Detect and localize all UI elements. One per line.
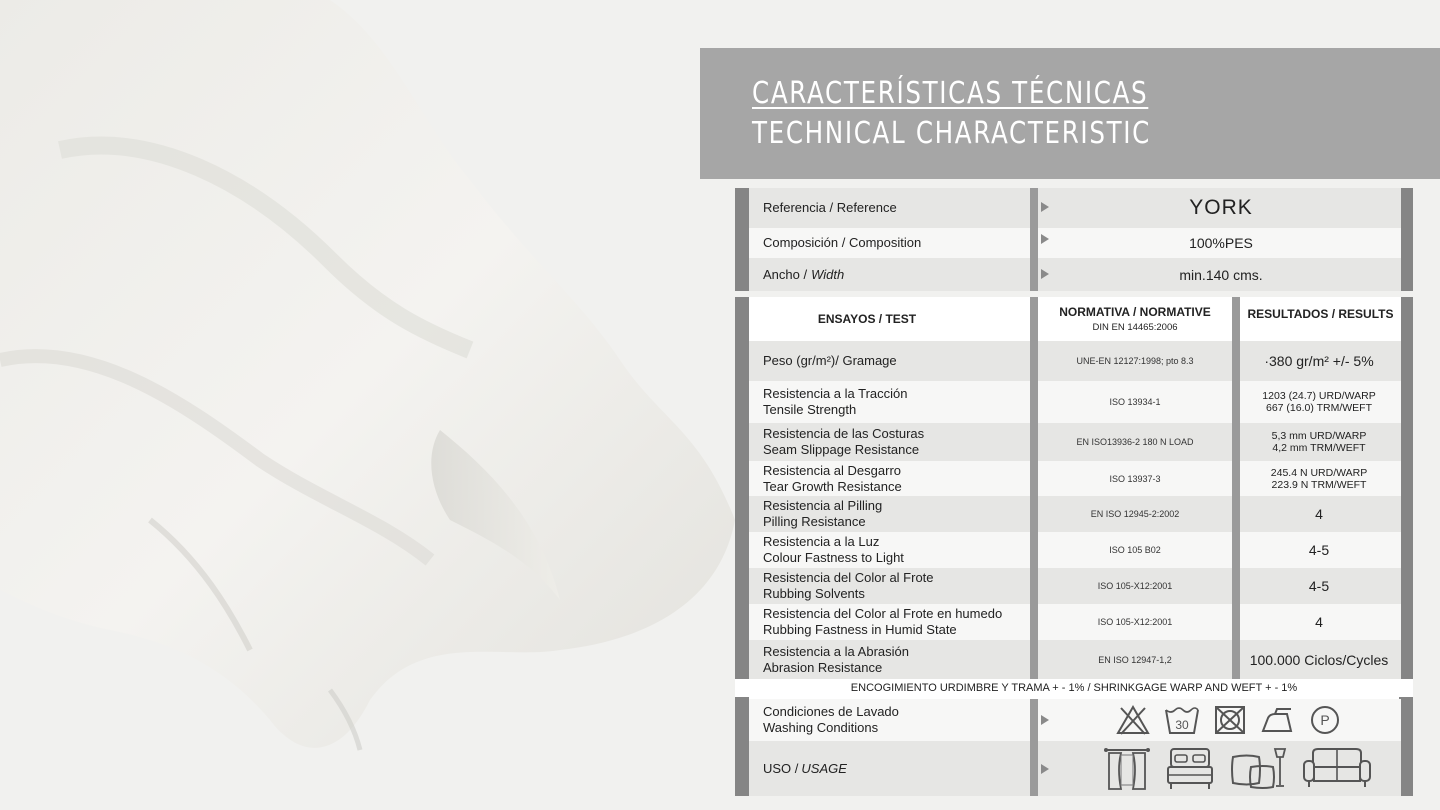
width-label-italic: Width bbox=[811, 266, 845, 282]
test-normative: ISO 105 B02 bbox=[1109, 545, 1161, 555]
column-divider bbox=[1030, 461, 1038, 496]
width-label-plain: Ancho / bbox=[763, 266, 808, 282]
no-tumble-dry-icon bbox=[1213, 704, 1247, 736]
left-bar bbox=[735, 297, 749, 796]
test-row-pilling bbox=[749, 496, 1401, 532]
test-result: 1203 (24.7) URD/WARP bbox=[1262, 390, 1376, 402]
dry-clean-letter: P bbox=[1320, 712, 1330, 728]
header-normative: NORMATIVA / NORMATIVE bbox=[1059, 305, 1211, 319]
sofa-icon bbox=[1301, 745, 1373, 791]
column-divider bbox=[1030, 699, 1038, 741]
header-test: ENSAYOS / TEST bbox=[817, 312, 917, 326]
test-normative: ISO 13937-3 bbox=[1109, 473, 1161, 484]
test-result: 4-5 bbox=[1308, 542, 1330, 558]
column-divider bbox=[1030, 341, 1038, 381]
test-label-en: Rubbing Solvents bbox=[763, 586, 865, 601]
test-result: 100.000 Ciclos/Cycles bbox=[1249, 651, 1389, 668]
test-result-2: 667 (16.0) TRM/WEFT bbox=[1266, 402, 1372, 414]
test-row-seam bbox=[749, 423, 1401, 461]
header-results: RESULTADOS / RESULTS bbox=[1247, 307, 1394, 321]
shrinkage-note: ENCOGIMIENTO URDIMBRE Y TRAMA + - 1% / SHRINKGAGE WARP AND WEFT + - 1% bbox=[735, 679, 1413, 697]
column-divider bbox=[1030, 258, 1038, 291]
test-row-tear bbox=[749, 461, 1401, 496]
test-label-es: Resistencia de las Costuras bbox=[763, 426, 925, 441]
composition-row bbox=[749, 228, 1401, 258]
test-normative: EN ISO13936-2 180 N LOAD bbox=[1076, 437, 1194, 447]
usage-label-plain: USO / bbox=[763, 760, 799, 776]
test-result-2: 223.9 N TRM/WEFT bbox=[1271, 478, 1367, 491]
test-label-es: Resistencia a la Tracción bbox=[763, 386, 908, 401]
test-label-en: Tear Growth Resistance bbox=[763, 478, 902, 494]
test-row-abrasion bbox=[749, 640, 1401, 679]
right-bar bbox=[1399, 188, 1413, 291]
column-divider bbox=[1030, 381, 1038, 423]
test-result: 4 bbox=[1315, 614, 1323, 630]
wash-temp-text: 30 bbox=[1175, 718, 1189, 732]
test-normative: UNE-EN 12127:1998; pto 8.3 bbox=[1076, 356, 1194, 366]
no-bleach-icon bbox=[1115, 704, 1151, 736]
test-label-es: Resistencia del Color al Frote bbox=[763, 570, 934, 585]
arrow-icon bbox=[1041, 715, 1049, 725]
test-row-humid-rubbing bbox=[749, 604, 1401, 640]
test-row-light bbox=[749, 532, 1401, 568]
test-label-es: Resistencia al Desgarro bbox=[763, 462, 902, 478]
cushions-lamp-icon bbox=[1229, 745, 1287, 791]
washing-label-es: Condiciones de Lavado bbox=[763, 704, 899, 719]
bed-icon bbox=[1165, 745, 1215, 791]
width-row bbox=[749, 258, 1401, 291]
column-divider bbox=[1030, 741, 1038, 796]
column-divider bbox=[1030, 228, 1038, 258]
test-normative: ISO 105-X12:2001 bbox=[1097, 617, 1173, 627]
washing-label-en: Washing Conditions bbox=[763, 720, 879, 735]
test-label-es: Resistencia al Pilling bbox=[763, 498, 883, 513]
column-divider bbox=[1030, 568, 1038, 604]
usage-icons bbox=[1103, 745, 1373, 791]
wash-30-icon bbox=[1163, 704, 1201, 736]
test-result-2: 4,2 mm TRM/WEFT bbox=[1272, 442, 1366, 454]
test-result: 4 bbox=[1315, 506, 1323, 522]
dry-clean-p-icon bbox=[1309, 704, 1341, 736]
test-result: ·380 gr/m² +/- 5% bbox=[1264, 353, 1374, 369]
test-normative: EN ISO 12945-2:2002 bbox=[1090, 509, 1180, 519]
column-divider bbox=[1030, 496, 1038, 532]
test-label-en: Tensile Strength bbox=[763, 402, 857, 417]
column-divider bbox=[1030, 604, 1038, 640]
reference-label: Referencia / Reference bbox=[763, 200, 897, 215]
washing-row bbox=[749, 699, 1401, 741]
washing-icons bbox=[1115, 704, 1341, 736]
reference-value: YORK bbox=[1189, 196, 1253, 219]
column-divider bbox=[1030, 297, 1038, 341]
right-bar bbox=[1399, 297, 1413, 796]
test-label-en: Pilling Resistance bbox=[763, 514, 866, 529]
test-label: Peso (gr/m²)/ Gramage bbox=[763, 353, 897, 368]
width-value: min.140 cms. bbox=[1179, 266, 1263, 283]
tests-header-row bbox=[749, 297, 1401, 341]
column-divider bbox=[1030, 423, 1038, 461]
usage-label-italic: USAGE bbox=[801, 760, 847, 776]
column-divider bbox=[1030, 188, 1038, 228]
test-label-en: Rubbing Fastness in Humid State bbox=[763, 622, 957, 637]
usage-label bbox=[763, 741, 1031, 796]
test-label-en: Seam Slippage Resistance bbox=[763, 442, 920, 457]
tests-panel bbox=[735, 297, 1413, 796]
test-label-en: Colour Fastness to Light bbox=[763, 550, 904, 565]
header-normative-sub: DIN EN 14465:2006 bbox=[1092, 322, 1178, 333]
test-label-en: Abrasion Resistance bbox=[763, 659, 883, 675]
composition-label: Composición / Composition bbox=[763, 235, 922, 250]
curtain-icon bbox=[1103, 745, 1151, 791]
test-normative: EN ISO 12947-1,2 bbox=[1098, 654, 1172, 665]
title-english: TECHNICAL CHARACTERISTIC bbox=[752, 116, 1151, 151]
test-row-rubbing bbox=[749, 568, 1401, 604]
width-label bbox=[763, 258, 1031, 291]
test-row-tensile bbox=[749, 381, 1401, 423]
test-normative: ISO 105-X12:2001 bbox=[1097, 581, 1173, 591]
test-normative: ISO 13934-1 bbox=[1109, 397, 1161, 407]
arrow-icon bbox=[1041, 764, 1049, 774]
column-divider bbox=[1030, 640, 1038, 679]
left-bar bbox=[735, 188, 749, 291]
test-row-weight bbox=[749, 341, 1401, 381]
title-spanish: CARACTERÍSTICAS TÉCNICAS bbox=[752, 76, 1149, 111]
usage-row bbox=[749, 741, 1401, 796]
iron-icon bbox=[1259, 704, 1297, 736]
reference-row bbox=[749, 188, 1401, 228]
test-result: 4-5 bbox=[1308, 578, 1330, 594]
title-band bbox=[700, 48, 1440, 179]
test-label-es: Resistencia a la Luz bbox=[763, 534, 880, 549]
composition-value: 100%PES bbox=[1189, 235, 1253, 251]
general-info-panel bbox=[735, 188, 1413, 291]
column-divider bbox=[1232, 297, 1240, 341]
test-label-es: Resistencia a la Abrasión bbox=[763, 643, 909, 659]
test-result: 245.4 N URD/WARP bbox=[1270, 466, 1368, 479]
test-result: 5,3 mm URD/WARP bbox=[1271, 430, 1367, 442]
test-label-es: Resistencia del Color al Frote en humedo bbox=[763, 606, 1003, 621]
column-divider bbox=[1030, 532, 1038, 568]
